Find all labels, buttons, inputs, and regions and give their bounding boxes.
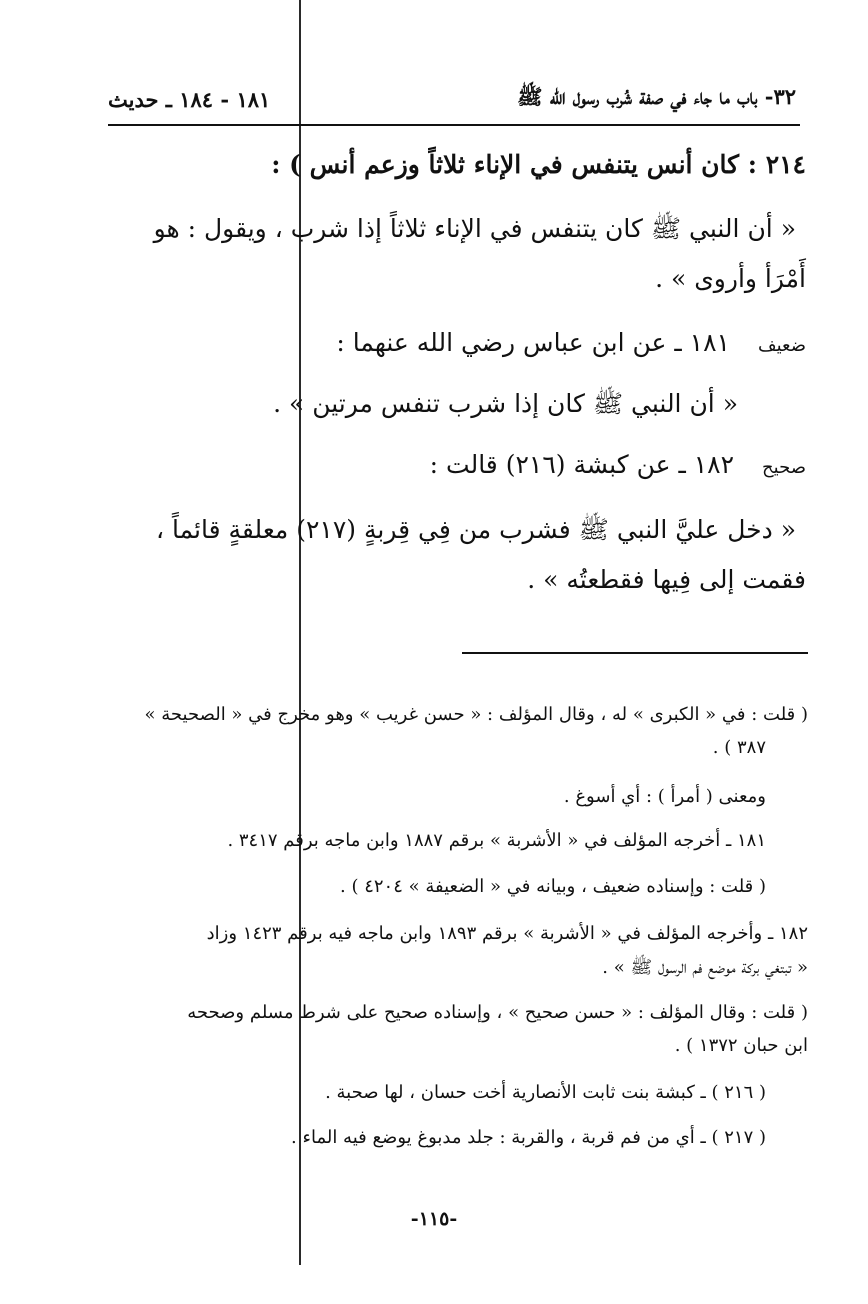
footnote-line: ١٨٢ ـ وأخرجه المؤلف في « الأشربة » برقم ١٨٩٣ وابن ماجه فيه برقم ١٤٢٣ وزاد: [206, 923, 808, 944]
footnote-line: ومعنى ( أمرأ ) : أي أسوغ .: [563, 786, 766, 807]
footnote-line: ( قلت : وإسناده ضعيف ، وبيانه في « الضعيفة » ٤٢٠٤ ) .: [340, 876, 766, 897]
footnote-line: ٣٨٧ ) .: [712, 737, 766, 758]
header-rule: [108, 124, 800, 126]
footnote-line: ( قلت : في « الكبرى » له ، وقال المؤلف : « حسن غريب » وهو مخرج في « الصحيحة »: [144, 704, 808, 725]
hadith-range: ١٨١ - ١٨٤ ـ حديث: [108, 86, 271, 112]
footnote-line: ( ٢١٦ ) ـ كبشة بنت ثابت الأنصارية أخت حسان ، لها صحبة .: [325, 1082, 766, 1103]
hadith-181-grade: ضعيف: [757, 335, 806, 356]
hadith-182-heading: ١٨٢ ـ عن كبشة (٢١٦) قالت :: [429, 450, 735, 479]
footnote-separator: [462, 652, 808, 654]
footnote-line: ( ٢١٧ ) ـ أي من فم قربة ، والقربة : جلد مدبوغ يوضع فيه الماء .: [291, 1127, 766, 1148]
scan-vertical-line: [299, 0, 301, 1265]
hadith-182-text-line1: « دخل عليَّ النبي ﷺ فشرب من فِي قِربةٍ (٢١٧) معلقةٍ قائماً ،: [155, 515, 796, 544]
item-214-text-line1: « أن النبي ﷺ كان يتنفس في الإناء ثلاثاً إذا شرب ، ويقول : هو: [153, 214, 796, 243]
footnote-line: « تبتغي بركة موضع فم الرسول ﷺ » .: [602, 957, 808, 978]
hadith-181-heading-row: [336, 328, 806, 357]
footnote-line: ( قلت : وقال المؤلف : « حسن صحيح » ، وإسناده صحيح على شرط مسلم وصححه: [187, 1002, 808, 1023]
hadith-182-text-line2: فقمت إلى فِيها فقطعتُه » .: [527, 565, 806, 594]
hadith-182-grade: صحيح: [762, 457, 806, 478]
page-number: -١١٥-: [410, 1208, 458, 1230]
item-214-heading: ٢١٤ : كان أنس يتنفس في الإناء ثلاثاً وزعم أنس ) :: [271, 150, 806, 179]
item-214-text-line2: أَمْرَأ وأروى » .: [655, 264, 806, 293]
footnote-line: ابن حبان ١٣٧٢ ) .: [674, 1035, 808, 1056]
chapter-title: ٣٢- باب ما جاء في صفة شُرب رسول الله ﷺ: [517, 83, 796, 109]
hadith-181-heading: ١٨١ ـ عن ابن عباس رضي الله عنهما :: [336, 328, 730, 357]
hadith-182-heading-row: [430, 450, 806, 479]
running-header: [108, 82, 796, 116]
footnote-line: ١٨١ ـ أخرجه المؤلف في « الأشربة » برقم ١٨٨٧ وابن ماجه برقم ٣٤١٧ .: [227, 830, 766, 851]
hadith-181-text: « أن النبي ﷺ كان إذا شرب تنفس مرتين » .: [273, 389, 738, 418]
